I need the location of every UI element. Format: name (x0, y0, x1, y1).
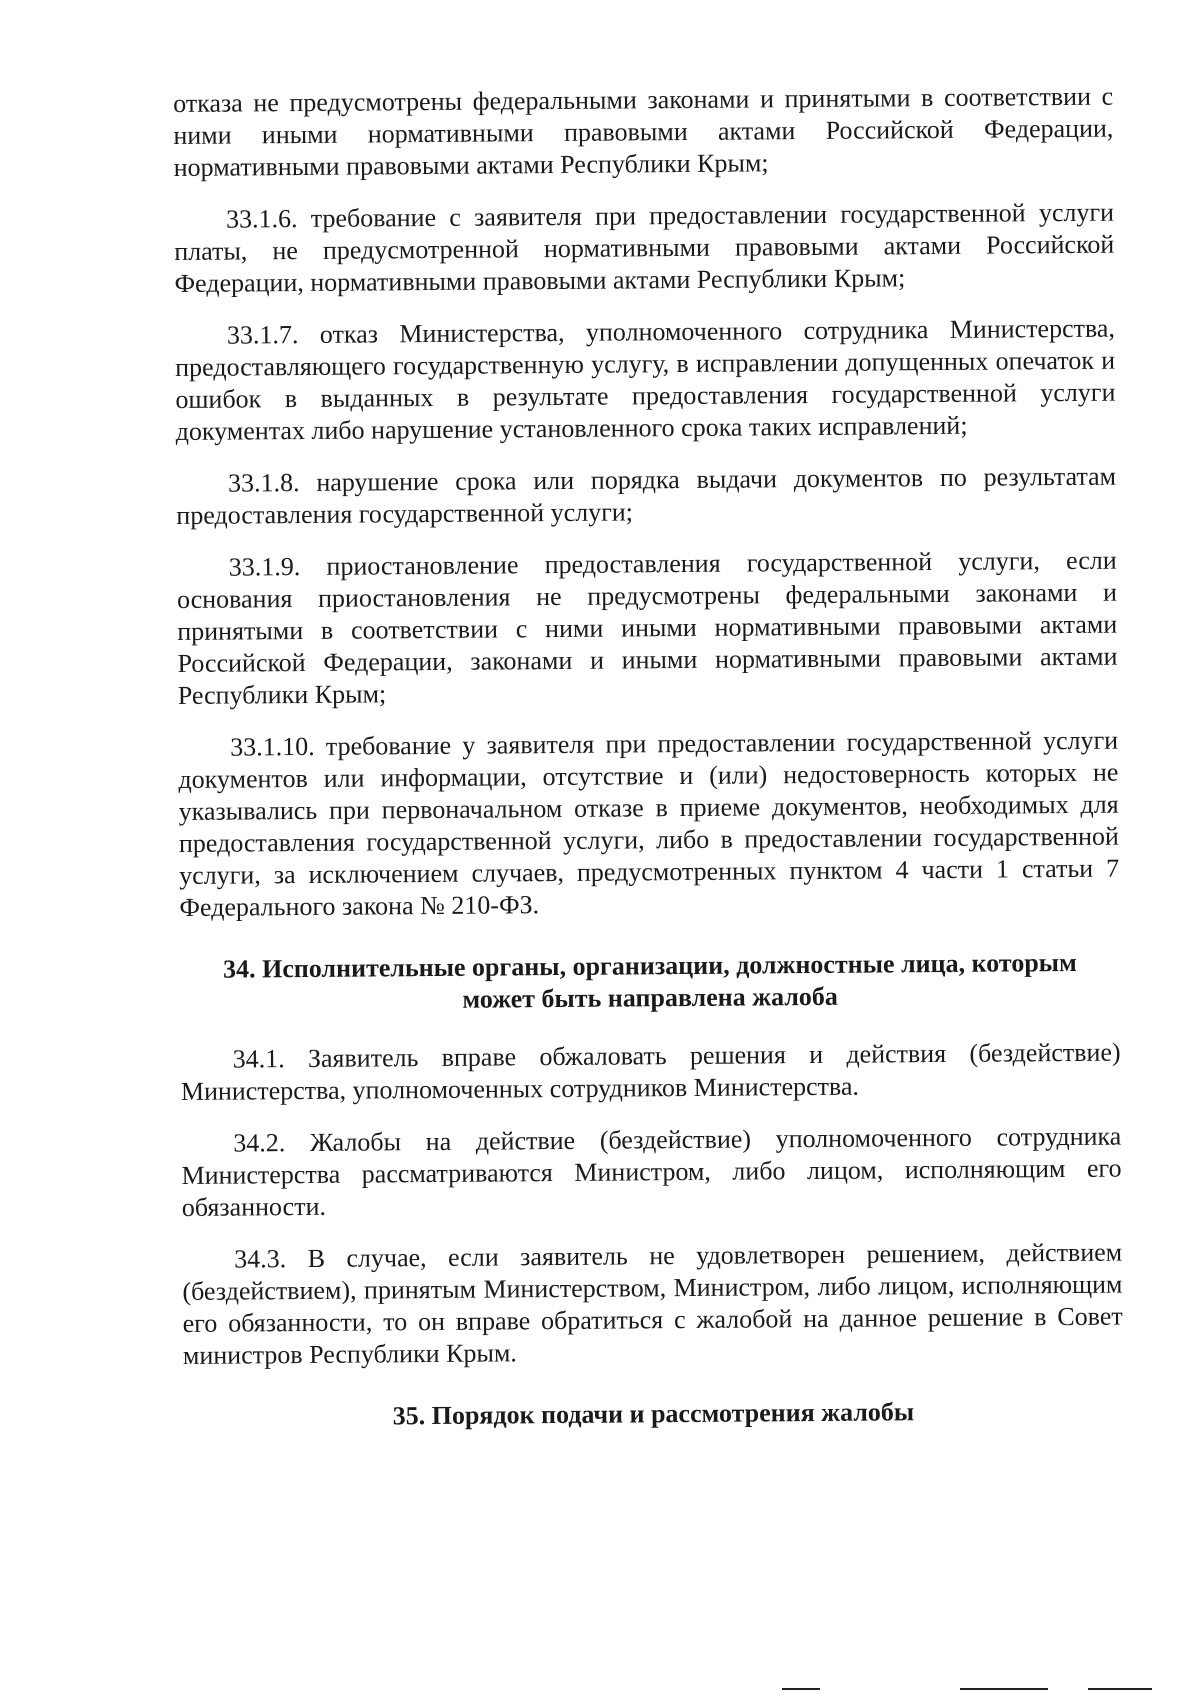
paragraph-33-1-6: 33.1.6. требование с заявителя при предоставлении государственной услуги платы, не предусмотренной нормативными правовыми актами Российской Федерации, нормативными правовыми актами Республики Крым; (174, 197, 1115, 298)
paragraph-34-2: 34.2. Жалобы на действие (бездействие) уполномоченного сотрудника Министерства рассматриваются Министром, либо лицом, исполняющим его обязанности. (181, 1121, 1122, 1222)
paragraph-33-1-7: 33.1.7. отказ Министерства, уполномоченного сотрудника Министерства, предоставляющего государственную услугу, в исправлении допущенных опечаток и ошибок в выданных в результате предоставления государственной услуги документах либо нарушение установленного срока таких исправлений; (175, 313, 1116, 446)
document-body (173, 81, 1124, 1460)
paragraph-33-1-10: 33.1.10. требование у заявителя при предоставлении государственной услуги документов или информации, отсутствие и (или) недостоверность которых не указывались при первоначальном отказе в приеме документов, необходимых для предоставления государственной услуги, либо в предоставлении государственной услуги, за исключением случаев, предусмотренных пунктом 4 части 1 статьи 7 Федерального закона № 210-ФЗ. (178, 725, 1120, 922)
paragraph-continuation: отказа не предусмотрены федеральными законами и принятыми в соответствии с ними иными нормативными правовыми актами Российской Федерации, нормативными правовыми актами Республики Крым; (173, 81, 1114, 182)
section-34-heading-line-1: 34. Исполнительные органы, организации, должностные лица, которым (222, 947, 1077, 984)
footer-rule-right (1088, 1688, 1152, 1690)
section-35-heading: 35. Порядок подачи и рассмотрения жалобы (392, 1397, 915, 1431)
footer-rule-middle (960, 1688, 1048, 1690)
section-34-heading (180, 947, 1120, 1018)
paragraph-33-1-9: 33.1.9. приостановление предоставления государственной услуги, если основания приостановления не предусмотрены федеральными законами и принятыми в соответствии с ними иными нормативными правовыми актами Российской Федерации, законами и иными нормативными правовыми актами Республики Крым; (176, 545, 1118, 710)
footer-rule-left (782, 1688, 820, 1690)
paragraph-33-1-8: 33.1.8. нарушение срока или порядка выдачи документов по результатам предоставления государственной услуги; (176, 461, 1117, 530)
footer-rule-marks (0, 1688, 1200, 1694)
paragraph-34-1: 34.1. Заявитель вправе обжаловать решения и действия (бездействие) Министерства, уполномоченных сотрудников Министерства. (180, 1037, 1121, 1106)
section-34-heading-line-2: может быть направлена жалоба (462, 981, 838, 1014)
paragraph-34-3: 34.3. В случае, если заявитель не удовлетворен решением, действием (бездействием), принятым Министерством, Министром, либо лицом, исполняющим его обязанности, то он вправе обратиться с жалобой на данное решение в Совет министров Республики Крым. (182, 1237, 1123, 1370)
